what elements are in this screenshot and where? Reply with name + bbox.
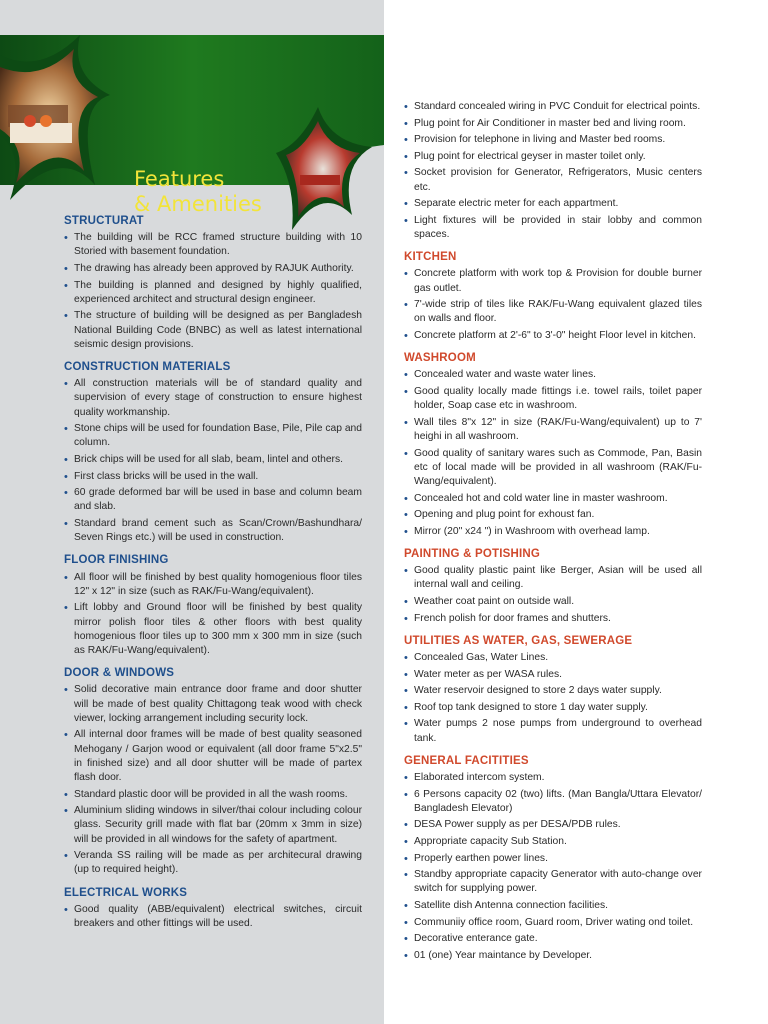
- page-title: [134, 167, 262, 217]
- section-washroom: [404, 351, 702, 539]
- bullet-list: [64, 377, 362, 545]
- bullet-list: [404, 267, 702, 343]
- list-item: • Satellite dish Antenna connection facilities.: [404, 899, 702, 913]
- bed-pillow: [40, 115, 52, 127]
- list-item: • Good quality locally made fittings i.e. towel rails, toilet paper holder, Soap case etc in washroom.: [404, 385, 702, 413]
- bullet-list: [404, 771, 702, 963]
- section-heading: FLOOR FINISHING: [64, 554, 169, 567]
- section-heading: ELECTRICAL WORKS: [64, 886, 188, 899]
- list-item: • Brick chips will be used for all slab, beam, lintel and others.: [64, 453, 362, 467]
- bullet-list: [64, 683, 362, 877]
- list-item: • Provision for telephone in living and Master bed rooms.: [404, 133, 702, 147]
- list-item: • Appropriate capacity Sub Station.: [404, 835, 702, 849]
- section-kitchen: [404, 250, 702, 343]
- list-item: • Socket provision for Generator, Refrigerators, Music centers etc.: [404, 166, 702, 194]
- list-item: • Roof top tank designed to store 1 day water supply.: [404, 701, 702, 715]
- bullet-list: [64, 903, 362, 931]
- bullet-list: [64, 231, 362, 352]
- list-item: • Water reservoir designed to store 2 days water supply.: [404, 684, 702, 698]
- section-painting-potishing: [404, 547, 702, 626]
- list-item: • Concrete platform with work top & Provision for double burner gas outlet.: [404, 267, 702, 295]
- list-item: • Concealed Gas, Water Lines.: [404, 651, 702, 665]
- list-item: • Aluminium sliding windows in silver/thai colour including colour glass. Security grill made with flat bar (20mm x 3mm in size) will be provided in all windows for the safety of apartment.: [64, 804, 362, 847]
- right-column: [404, 100, 702, 965]
- list-item: • Communiiy office room, Guard room, Driver wating ond toilet.: [404, 916, 702, 930]
- list-item: • Mirror (20" x24 ") in Washroom with overhead lamp.: [404, 525, 702, 539]
- list-item: • Light fixtures will be provided in stair lobby and common spaces.: [404, 214, 702, 242]
- title-line-1: Features: [134, 167, 225, 191]
- list-item: • Elaborated intercom system.: [404, 771, 702, 785]
- list-item: • The building will be RCC framed structure building with 10 Storied with basement foundation.: [64, 231, 362, 259]
- bullet-list: [404, 368, 702, 539]
- list-item: • The drawing has already been approved by RAJUK Authority.: [64, 262, 362, 276]
- list-item: • 60 grade deformed bar will be used in base and column beam and slab.: [64, 486, 362, 514]
- list-item: • Solid decorative main entrance door frame and door shutter will be made of best quality Chittagong teak wood with check viewer, locking arrangement including security lock.: [64, 683, 362, 726]
- list-item: • Standard brand cement such as Scan/Crown/Bashundhara/ Seven Rings etc.) will be used in construction.: [64, 517, 362, 545]
- bed-pillow: [24, 115, 36, 127]
- section-heading: STRUCTURAT: [64, 215, 144, 227]
- list-item: • First class bricks will be used in the wall.: [64, 470, 362, 484]
- section-heading: KITCHEN: [404, 251, 457, 264]
- list-item: • Concrete platform at 2'-6" to 3'-0" height Floor level in kitchen.: [404, 329, 702, 343]
- bed-sheet: [10, 123, 72, 143]
- list-item: • Standard concealed wiring in PVC Conduit for electrical points.: [404, 100, 702, 114]
- list-item: • Weather coat paint on outside wall.: [404, 595, 702, 609]
- list-item: • 6 Persons capacity 02 (two) lifts. (Man Bangla/Uttara Elevator/ Bangladesh Elevator): [404, 788, 702, 816]
- left-column: [64, 214, 362, 934]
- list-item: • The structure of building will be designed as per Bangladesh National Building Code (BNBC) as well as latest international seismic design provisions.: [64, 309, 362, 352]
- bullet-list: [404, 100, 702, 242]
- list-item: • Lift lobby and Ground floor will be finished by best quality mirror polish floor tiles & other floors with best quality homogenious floor tiles up to 300 mm x 300 mm in size (such as RAK/Fu-Wang/equivalent).: [64, 601, 362, 658]
- section-general-facitities: [404, 754, 702, 963]
- list-item: • Opening and plug point for exhoust fan.: [404, 508, 702, 522]
- list-item: • Veranda SS railing will be made as per architecural drawing (up to required height).: [64, 849, 362, 877]
- section-heading: CONSTRUCTION MATERIALS: [64, 361, 231, 373]
- list-item: • All construction materials will be of standard quality and supervision of every stage of construction to ensure highest quality workmanship.: [64, 377, 362, 420]
- section-continued: [404, 100, 702, 242]
- section-heading: PAINTING & POTISHING: [404, 547, 541, 560]
- list-item: • Wall tiles 8"x 12" in size (RAK/Fu-Wang/equivalent) up to 7' heighi in all washroom.: [404, 416, 702, 444]
- list-item: • Concealed water and waste water lines.: [404, 368, 702, 382]
- title-line-2: & Amenities: [134, 192, 262, 216]
- list-item: • All internal door frames will be made of best quality seasoned Mehogany / Garjon wood or equivalent (all door frame 5"x2.5" in finished size) and all door shutter will be made of partex flash door.: [64, 728, 362, 785]
- list-item: • The building is planned and designed by highly qualified, experienced architect and structural design engineer.: [64, 279, 362, 307]
- section-construction-materials: [64, 360, 362, 545]
- section-utilities-as-water-gas-sewerage: [404, 634, 702, 746]
- section-heading: DOOR & WINDOWS: [64, 667, 175, 680]
- list-item: • Good quality of sanitary wares such as Commode, Pan, Basin etc of local made will be provided in all washroom (RAK/Fu-Wang/equivalent).: [404, 447, 702, 490]
- list-item: • Decorative enterance gate.: [404, 932, 702, 946]
- section-floor-finishing: [64, 553, 362, 658]
- list-item: • Standby appropriate capacity Generator with auto-change over switch for supplying power.: [404, 868, 702, 896]
- features-banner: [0, 35, 384, 235]
- section-structurat: [64, 214, 362, 352]
- section-heading: WASHROOM: [404, 352, 476, 365]
- section-heading: UTILITIES AS WATER, GAS, SEWERAGE: [404, 634, 633, 647]
- section-heading: GENERAL FACITITIES: [404, 754, 529, 767]
- section-door-windows: [64, 666, 362, 877]
- list-item: • Concealed hot and cold water line in master washroom.: [404, 492, 702, 506]
- list-item: • Good quality (ABB/equivalent) electrical switches, circuit breakers and other fittings will be used.: [64, 903, 362, 931]
- list-item: • Separate electric meter for each appartment.: [404, 197, 702, 211]
- section-electrical-works: [64, 886, 362, 932]
- list-item: • Plug point for electrical geyser in master toilet only.: [404, 150, 702, 164]
- bullet-list: [404, 564, 702, 626]
- list-item: • Standard plastic door will be provided in all the wash rooms.: [64, 788, 362, 802]
- bullet-list: [64, 571, 362, 659]
- list-item: • 01 (one) Year maintance by Developer.: [404, 949, 702, 963]
- list-item: • All floor will be finished by best quality homogenious floor tiles 12" x 12" in size (such as RAK/Fu-Wang/equivalent).: [64, 571, 362, 599]
- list-item: • Good quality plastic paint like Berger, Asian will be used all internal wall and ceiling.: [404, 564, 702, 592]
- list-item: • Water pumps 2 nose pumps from underground to overhead tank.: [404, 717, 702, 745]
- list-item: • French polish for door frames and shutters.: [404, 612, 702, 626]
- list-item: • Properly earthen power lines.: [404, 852, 702, 866]
- list-item: • DESA Power supply as per DESA/PDB rules.: [404, 818, 702, 832]
- list-item: • Water meter as per WASA rules.: [404, 668, 702, 682]
- list-item: • 7'-wide strip of tiles like RAK/Fu-Wang equivalent glazed tiles on walls and floor.: [404, 298, 702, 326]
- sofa: [300, 175, 340, 185]
- list-item: • Stone chips will be used for foundation Base, Pile, Pile cap and column.: [64, 422, 362, 450]
- bullet-list: [404, 651, 702, 746]
- list-item: • Plug point for Air Conditioner in master bed and living room.: [404, 117, 702, 131]
